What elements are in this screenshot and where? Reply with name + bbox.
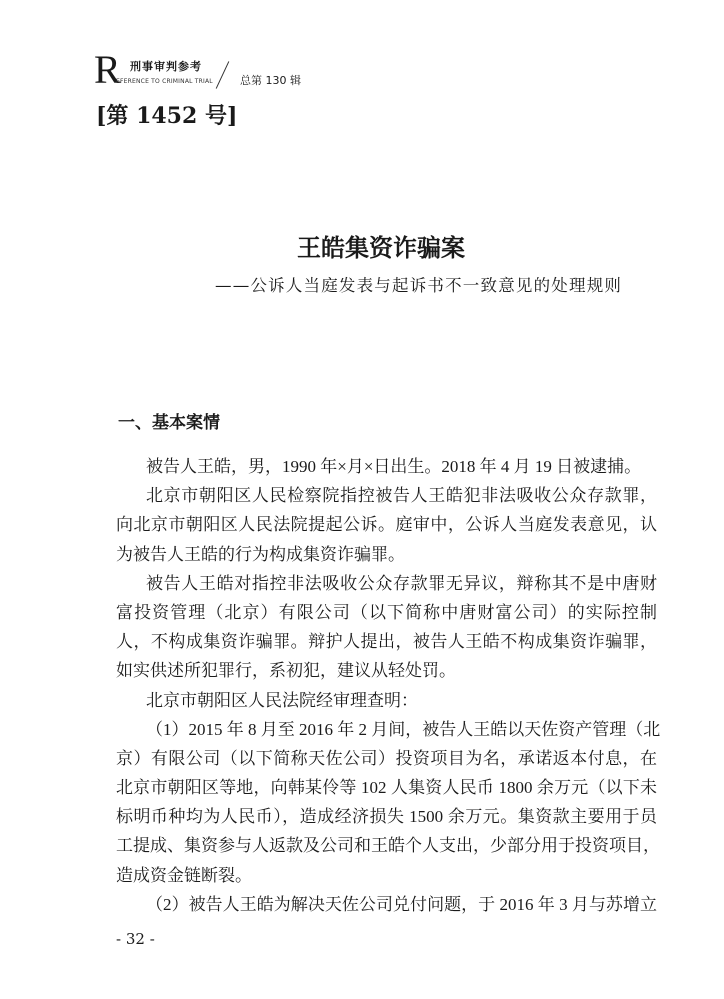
text-line: 造成资金链断裂。 [116, 865, 252, 885]
case-subtitle: ——公诉人当庭发表与起诉书不一致意见的处理规则 [215, 276, 623, 295]
text-line: 为被告人王皓的行为构成集资诈骗罪。 [116, 544, 405, 564]
text-line: 标明币种均为人民币），造成经济损失 1500 余万元。集资款主要用于员 [116, 807, 657, 827]
paragraph [116, 569, 657, 686]
text-line: 人，不构成集资诈骗罪。辩护人提出，被告人王皓不构成集资诈骗罪， [116, 632, 657, 652]
case-number: [第 1452 号] [96, 103, 238, 129]
journal-name-english: EFERENCE TO CRIMINAL TRIAL [116, 78, 213, 85]
paragraph [116, 890, 657, 919]
paragraph [116, 452, 657, 481]
paragraph [116, 686, 657, 715]
text-line: 如实供述所犯罪行，系初犯，建议从轻处罚。 [116, 661, 456, 681]
text-line: （2）被告人王皓为解决天佐公司兑付问题，于 2016 年 3 月与苏增立 [146, 894, 657, 914]
text-line: 富投资管理（北京）有限公司（以下简称中唐财富公司）的实际控制 [116, 602, 657, 622]
case-title: 王皓集资诈骗案 [297, 233, 465, 262]
text-line: 被告人王皓，男，1990 年×月×日出生。2018 年 4 月 19 日被逮捕。 [146, 457, 642, 476]
text-line: （1）2015 年 8 月至 2016 年 2 月间，被告人王皓以天佐资产管理（北 [146, 719, 661, 739]
section-heading: 一、基本案情 [118, 413, 220, 433]
journal-name: 刑事审判参考 [130, 60, 202, 73]
issue-number: 总第 130 辑 [240, 74, 301, 87]
page-number: - 32 - [116, 930, 155, 948]
text-line: 北京市朝阳区人民检察院指控被告人王皓犯非法吸收公众存款罪， [146, 486, 657, 506]
header-divider [216, 61, 230, 89]
paragraph [116, 715, 661, 890]
text-line: 被告人王皓对指控非法吸收公众存款罪无异议，辩称其不是中唐财 [146, 573, 657, 593]
journal-logo-letter: R [94, 47, 121, 92]
text-line: 工提成、集资参与人返款及公司和王皓个人支出，少部分用于投资项目， [116, 836, 660, 856]
text-line: 北京市朝阳区人民法院经审理查明： [146, 690, 418, 710]
body-text [116, 452, 661, 919]
text-line: 京）有限公司（以下简称天佐公司）投资项目为名，承诺返本付息，在 [116, 748, 657, 768]
text-line: 北京市朝阳区等地，向韩某伶等 102 人集资人民币 1800 余万元（以下未 [116, 778, 657, 798]
paragraph [116, 481, 657, 569]
text-line: 向北京市朝阳区人民法院提起公诉。庭审中，公诉人当庭发表意见，认 [116, 515, 657, 535]
